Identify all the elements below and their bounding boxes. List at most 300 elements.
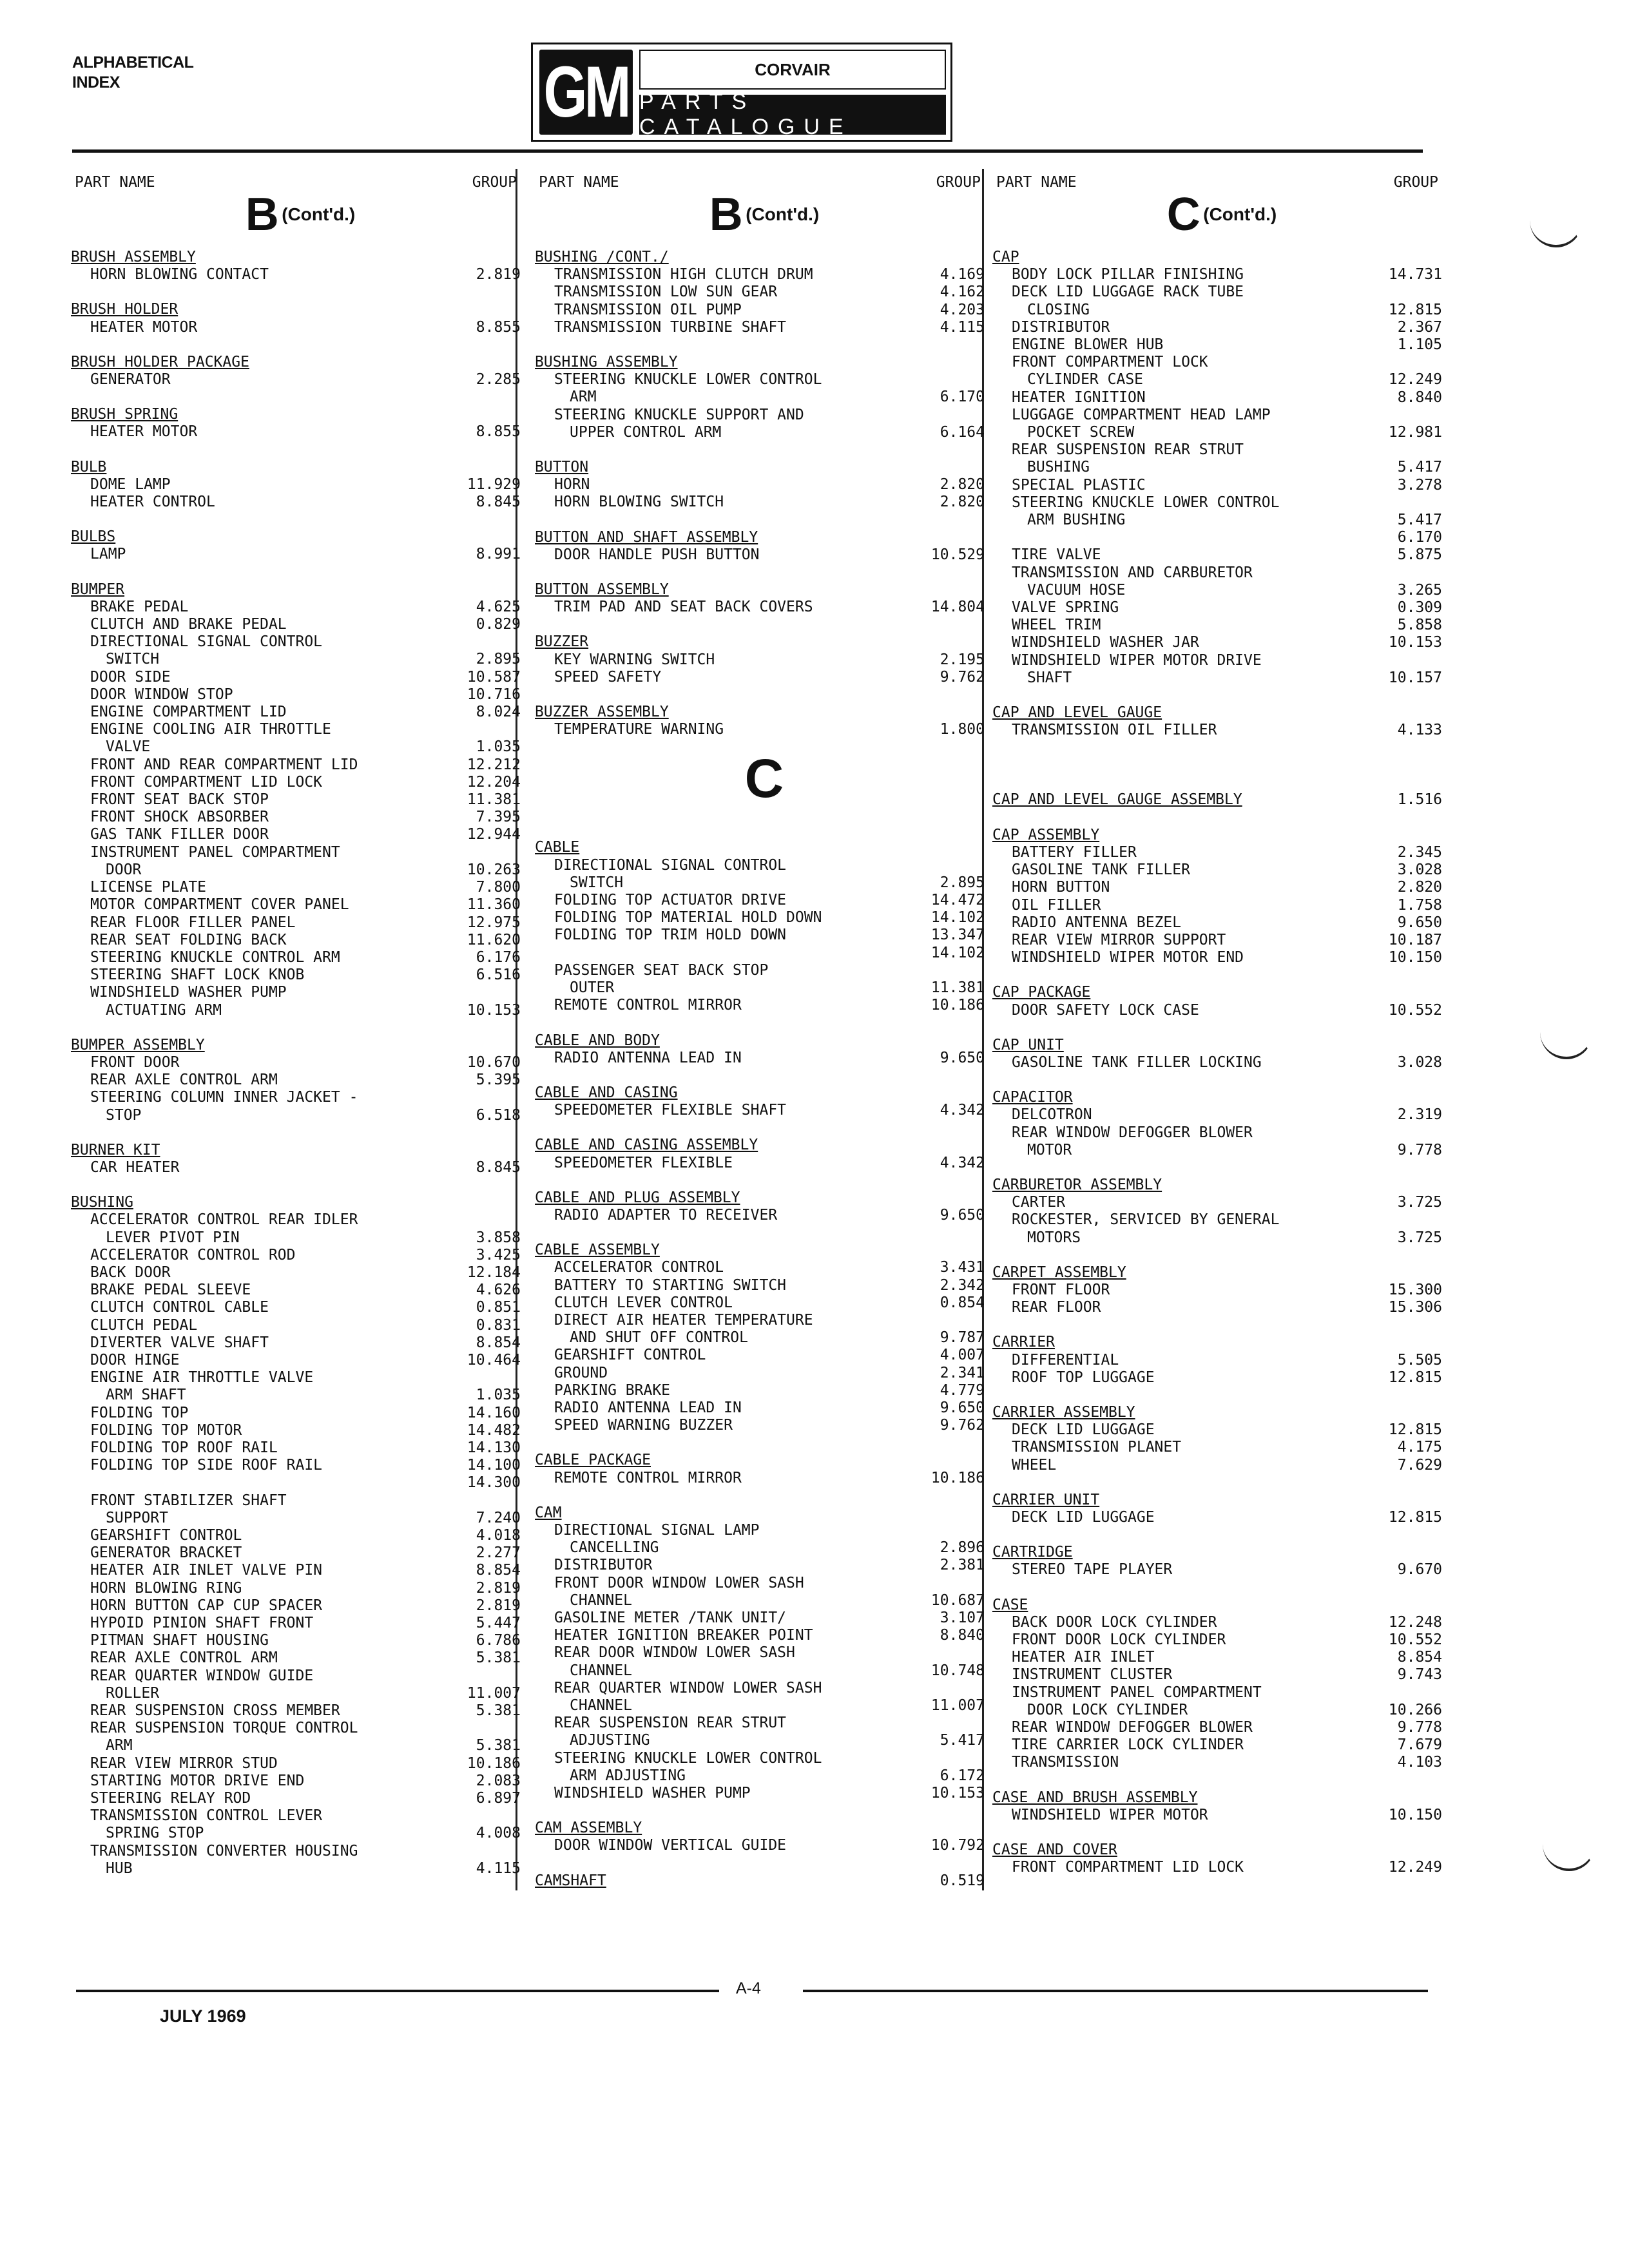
part-name: CARRIER — [992, 1334, 1055, 1351]
part-name: CABLE PACKAGE — [535, 1452, 651, 1469]
group-number: 9.762 — [940, 1417, 985, 1434]
index-sub-entry — [535, 476, 994, 494]
group-number: 2.819 — [476, 266, 521, 284]
index-sub-entry — [71, 1667, 530, 1685]
group-number: 7.800 — [476, 879, 521, 896]
index-heading-entry — [71, 1037, 530, 1054]
group-number: 8.845 — [476, 494, 521, 511]
group-number: 12.944 — [467, 826, 521, 843]
index-sub-entry — [71, 1299, 530, 1316]
part-name: REAR SEAT FOLDING BACK — [90, 931, 287, 948]
group-number: 4.779 — [940, 1381, 985, 1399]
index-heading-entry — [535, 633, 994, 651]
group-number — [521, 984, 530, 1001]
part-name: DOOR SIDE — [90, 668, 171, 686]
entry-spacer — [535, 1172, 994, 1189]
index-sub-entry — [535, 407, 994, 424]
index-sub-entry — [71, 686, 530, 704]
part-name-heading: PART NAME — [996, 174, 1077, 191]
index-sub-entry — [535, 1644, 994, 1662]
index-heading-entry — [992, 1334, 1451, 1351]
index-sub-entry — [992, 1859, 1451, 1876]
group-number — [1442, 827, 1451, 844]
part-name: CAM ASSEMBLY — [535, 1820, 642, 1837]
group-number: 7.629 — [1397, 1456, 1442, 1474]
group-number: 15.306 — [1388, 1299, 1442, 1316]
index-sub-entry — [71, 1702, 530, 1720]
group-number — [521, 459, 530, 476]
index-sub-entry — [992, 336, 1451, 354]
entry-spacer — [535, 1119, 994, 1137]
part-name: SWITCH — [570, 874, 624, 891]
index-sub-entry — [71, 1544, 530, 1562]
index-sub-entry — [535, 1522, 994, 1539]
group-number: 1.800 — [940, 721, 985, 738]
group-number — [521, 1037, 530, 1054]
part-name: BURNER KIT — [71, 1141, 160, 1158]
index-sub-entry — [992, 266, 1451, 284]
index-heading-entry — [535, 704, 994, 721]
index-sub-entry — [71, 1264, 530, 1282]
index-sub-entry — [992, 897, 1451, 914]
index-continuation-line — [71, 1737, 530, 1754]
index-sub-entry — [535, 1382, 994, 1399]
part-name: DISTRIBUTOR — [1012, 318, 1110, 336]
index-sub-entry — [535, 1277, 994, 1294]
part-name: INSTRUMENT CLUSTER — [1012, 1666, 1173, 1684]
group-number: 9.650 — [940, 1049, 985, 1066]
index-sub-entry — [992, 617, 1451, 634]
part-name: REAR VIEW MIRROR SUPPORT — [1012, 931, 1226, 948]
part-name: REMOTE CONTROL MIRROR — [554, 1469, 742, 1486]
group-number — [1442, 1089, 1451, 1106]
part-name: BATTERY FILLER — [1012, 843, 1137, 861]
part-name: DOOR WINDOW STOP — [90, 686, 233, 703]
index-heading-entry — [71, 406, 530, 423]
part-name: HEATER MOTOR — [90, 318, 198, 336]
group-number — [521, 1089, 530, 1106]
index-heading-entry — [992, 1264, 1451, 1282]
group-number: 9.650 — [940, 1399, 985, 1416]
part-name-heading: PART NAME — [539, 174, 619, 191]
part-name: FOLDING TOP TRIM HOLD DOWN — [554, 927, 787, 944]
part-name: MOTOR — [1027, 1141, 1072, 1158]
index-sub-entry — [71, 1474, 530, 1492]
group-number: 4.203 — [940, 301, 985, 318]
section-letter — [71, 188, 530, 241]
part-name: HORN BLOWING CONTACT — [90, 266, 269, 284]
index-heading-entry — [535, 1452, 994, 1469]
group-number: 12.815 — [1388, 1369, 1442, 1386]
index-sub-entry — [992, 1211, 1451, 1229]
index-sub-entry — [71, 1597, 530, 1615]
index-sub-entry — [992, 1421, 1451, 1439]
group-number: 2.195 — [940, 651, 985, 668]
group-number: 6.172 — [940, 1767, 985, 1784]
entry-spacer — [535, 1855, 994, 1872]
part-name: WINDSHIELD WASHER JAR — [1012, 634, 1199, 651]
part-name: CHANNEL — [570, 1591, 632, 1609]
part-name: BRUSH ASSEMBLY — [71, 249, 196, 265]
group-number: 3.028 — [1397, 861, 1442, 879]
part-name: ARM SHAFT — [106, 1387, 186, 1404]
group-number: 6.170 — [1397, 529, 1442, 546]
part-name: BUSHING ASSEMBLY — [535, 354, 678, 371]
entry-spacer — [992, 739, 1451, 756]
page-number: A-4 — [736, 1979, 761, 1997]
index-sub-entry — [535, 927, 994, 944]
group-number: 4.008 — [476, 1825, 521, 1842]
index-sub-entry — [535, 284, 994, 301]
entry-spacer — [992, 809, 1451, 827]
part-name: WHEEL — [1012, 1456, 1057, 1474]
group-number: 8.024 — [476, 704, 521, 721]
index-sub-entry — [992, 1666, 1451, 1684]
part-name: BRUSH HOLDER PACKAGE — [71, 353, 249, 370]
part-name: GENERATOR BRACKET — [90, 1544, 242, 1562]
part-name: STOP — [106, 1106, 142, 1124]
part-name: CLOSING — [1027, 301, 1090, 318]
group-number — [1442, 1492, 1451, 1509]
index-sub-entry — [535, 1294, 994, 1312]
entry-spacer — [535, 1802, 994, 1820]
part-name — [535, 945, 554, 962]
group-heading: GROUP — [936, 174, 981, 191]
part-name: BUZZER ASSEMBLY — [535, 704, 669, 721]
part-name — [71, 1474, 90, 1492]
part-name: HUB — [106, 1860, 133, 1877]
entry-spacer — [71, 1124, 530, 1142]
part-name: BRUSH SPRING — [71, 406, 178, 423]
group-number: 12.815 — [1388, 1421, 1442, 1439]
part-name: VALVE — [106, 738, 151, 756]
group-heading: GROUP — [1393, 174, 1438, 191]
index-heading-entry — [71, 581, 530, 599]
index-sub-entry — [992, 634, 1451, 651]
part-name: HORN BLOWING RING — [90, 1579, 242, 1597]
group-number: 10.464 — [467, 1351, 521, 1369]
index-sub-entry — [992, 1561, 1451, 1579]
part-name: VALVE SPRING — [1012, 599, 1119, 617]
group-number — [521, 1194, 530, 1211]
part-name: TRANSMISSION AND CARBURETOR — [1012, 564, 1253, 581]
header-rule — [72, 149, 1423, 153]
column-header — [992, 173, 1451, 249]
index-sub-entry — [71, 633, 530, 651]
group-number — [521, 581, 530, 599]
index-sub-entry — [71, 1422, 530, 1439]
gm-logo — [539, 50, 633, 135]
part-name: STEERING KNUCKLE LOWER CONTROL — [1012, 494, 1280, 511]
section-letter-note: (Cont'd.) — [282, 204, 356, 224]
group-number — [521, 1211, 530, 1229]
part-name: AND SHUT OFF CONTROL — [570, 1329, 748, 1347]
group-number: 9.778 — [1397, 1141, 1442, 1158]
group-number: 8.855 — [476, 318, 521, 336]
index-sub-entry — [535, 1347, 994, 1364]
part-name: ACCELERATOR CONTROL ROD — [90, 1246, 296, 1264]
index-sub-entry — [71, 1457, 530, 1474]
group-number: 12.981 — [1388, 424, 1442, 441]
group-number: 2.820 — [1397, 879, 1442, 896]
group-number: 14.102 — [930, 944, 985, 961]
part-name: RADIO ADAPTER TO RECEIVER — [554, 1206, 778, 1224]
group-number: 10.186 — [930, 1469, 985, 1486]
part-name: LUGGAGE COMPARTMENT HEAD LAMP — [1012, 406, 1271, 423]
group-number: 10.150 — [1388, 1806, 1442, 1823]
group-number: 3.278 — [1397, 476, 1442, 494]
index-sub-entry — [71, 423, 530, 441]
group-number — [1442, 441, 1451, 459]
index-sub-entry — [535, 1470, 994, 1487]
group-number: 9.787 — [940, 1329, 985, 1347]
index-heading-entry — [992, 1404, 1451, 1421]
part-name: CASE AND BRUSH ASSEMBLY — [992, 1789, 1198, 1806]
part-name: STEERING RELAY ROD — [90, 1790, 251, 1807]
index-sub-entry — [71, 1439, 530, 1457]
group-number: 11.929 — [467, 476, 521, 493]
part-name: DECK LID LUGGAGE — [1012, 1421, 1155, 1439]
group-number: 5.875 — [1397, 546, 1442, 564]
index-heading-entry — [992, 1841, 1451, 1859]
part-name: CABLE AND CASING — [535, 1084, 678, 1101]
entry-spacer — [535, 1434, 994, 1452]
part-name: FRONT COMPARTMENT LID LOCK — [1012, 1859, 1244, 1876]
group-number: 0.831 — [476, 1316, 521, 1334]
index-sub-entry — [535, 962, 994, 979]
index-sub-entry — [535, 945, 994, 962]
entry-spacer — [992, 687, 1451, 704]
part-name: BUZZER — [535, 633, 589, 651]
part-name: TRANSMISSION CONVERTER HOUSING — [90, 1842, 358, 1860]
part-name: TIRE VALVE — [1012, 546, 1101, 564]
part-name: BUSHING — [1027, 459, 1090, 476]
part-name: TRANSMISSION CONTROL LEVER — [90, 1807, 323, 1825]
group-number: 10.552 — [1388, 1001, 1442, 1019]
entry-spacer — [992, 1072, 1451, 1089]
group-number — [521, 1843, 530, 1860]
index-sub-entry — [992, 1106, 1451, 1124]
part-name: CAP PACKAGE — [992, 984, 1091, 1001]
index-heading-entry — [992, 1492, 1451, 1509]
index-sub-entry — [71, 546, 530, 563]
index-sub-entry — [71, 599, 530, 616]
index-continuation-line — [535, 874, 994, 892]
index-continuation-line — [71, 1387, 530, 1404]
group-number: 12.184 — [467, 1264, 521, 1281]
index-sub-entry — [535, 1610, 994, 1627]
index-sub-entry — [992, 861, 1451, 879]
index-sub-entry — [992, 319, 1451, 336]
group-number — [1442, 407, 1451, 424]
index-sub-entry — [71, 1054, 530, 1072]
part-name: CYLINDER CASE — [1027, 371, 1144, 389]
part-name: FOLDING TOP ACTUATOR DRIVE — [554, 892, 787, 909]
index-continuation-line — [992, 669, 1451, 687]
group-number: 9.650 — [940, 1206, 985, 1224]
part-name: FRONT DOOR — [90, 1053, 180, 1071]
group-number: 1.516 — [1397, 791, 1442, 809]
index-sub-entry — [71, 1352, 530, 1369]
group-number: 9.650 — [1397, 914, 1442, 931]
part-name: BATTERY TO STARTING SWITCH — [554, 1276, 787, 1294]
group-number: 4.007 — [940, 1347, 985, 1364]
part-name: PASSENGER SEAT BACK STOP — [554, 961, 769, 979]
index-continuation-line — [992, 424, 1451, 441]
index-sub-entry — [71, 1615, 530, 1632]
index-label — [72, 53, 193, 93]
part-name: TRANSMISSION OIL PUMP — [554, 301, 742, 318]
index-sub-entry — [71, 704, 530, 721]
group-number: 2.319 — [1397, 1106, 1442, 1124]
entry-spacer — [71, 1177, 530, 1194]
index-continuation-line — [535, 1592, 994, 1610]
index-column-2 — [535, 173, 994, 1890]
index-heading-entry — [535, 1189, 994, 1207]
part-name: STARTING MOTOR DRIVE END — [90, 1772, 305, 1789]
group-number: 11.620 — [467, 931, 521, 948]
part-name: SHAFT — [1027, 669, 1072, 686]
index-sub-entry — [992, 1282, 1451, 1299]
part-name: BUMPER — [71, 581, 125, 598]
part-name: TRIM PAD AND SEAT BACK COVERS — [554, 599, 813, 616]
group-number: 0.829 — [476, 616, 521, 633]
part-name: REAR SUSPENSION REAR STRUT — [1012, 441, 1244, 459]
group-number: 3.725 — [1397, 1229, 1442, 1246]
group-number: 1.758 — [1397, 896, 1442, 914]
part-name: DECK LID LUGGAGE RACK TUBE — [1012, 284, 1244, 301]
part-name: HORN BUTTON — [1012, 879, 1110, 896]
index-sub-entry — [71, 1807, 530, 1825]
group-number: 14.300 — [467, 1474, 521, 1492]
index-continuation-line — [71, 651, 530, 668]
index-sub-entry — [992, 354, 1451, 371]
group-number: 1.035 — [476, 1387, 521, 1404]
group-number: 11.381 — [467, 791, 521, 809]
part-name: CLUTCH CONTROL CABLE — [90, 1299, 269, 1316]
index-sub-entry — [535, 1785, 994, 1802]
part-name: ARM BUSHING — [1027, 512, 1126, 529]
entry-spacer — [535, 1067, 994, 1084]
index-sub-entry — [535, 302, 994, 319]
group-number: 12.204 — [467, 773, 521, 791]
part-name: CLUTCH PEDAL — [90, 1316, 198, 1334]
part-name: TRANSMISSION TURBINE SHAFT — [554, 318, 787, 336]
index-sub-entry — [992, 932, 1451, 949]
part-name: CAM — [535, 1504, 562, 1521]
index-sub-entry — [71, 844, 530, 861]
part-name: MOTOR COMPARTMENT COVER PANEL — [90, 896, 349, 914]
group-number: 7.679 — [1397, 1736, 1442, 1754]
index-sub-entry — [71, 1632, 530, 1649]
part-name: FOLDING TOP — [90, 1404, 189, 1421]
group-number: 0.519 — [940, 1872, 985, 1889]
group-number: 9.762 — [940, 668, 985, 686]
group-number — [1442, 284, 1451, 301]
group-number — [1442, 704, 1451, 722]
index-sub-entry — [71, 879, 530, 896]
index-continuation-line — [71, 1229, 530, 1247]
part-name: DIRECTIONAL SIGNAL CONTROL — [554, 856, 787, 874]
entry-spacer — [535, 1224, 994, 1242]
group-number: 12.815 — [1388, 301, 1442, 318]
index-sub-entry — [71, 1580, 530, 1597]
group-number: 9.778 — [1397, 1719, 1442, 1736]
part-name: CARBURETOR ASSEMBLY — [992, 1176, 1162, 1193]
index-continuation-line — [71, 1510, 530, 1527]
group-number: 9.670 — [1397, 1561, 1442, 1579]
group-number — [1442, 354, 1451, 371]
index-continuation-line — [992, 459, 1451, 476]
index-sub-entry — [71, 1843, 530, 1860]
index-continuation-line — [992, 582, 1451, 599]
part-name: CASE AND COVER — [992, 1841, 1117, 1859]
index-continuation-line — [71, 1860, 530, 1878]
part-name: RADIO ANTENNA BEZEL — [1012, 914, 1182, 931]
part-name: HORN — [554, 476, 590, 494]
section-letter-note: (Cont'd.) — [1203, 204, 1277, 224]
index-sub-entry — [992, 1614, 1451, 1631]
group-number — [521, 528, 530, 546]
part-name: SPEEDOMETER FLEXIBLE SHAFT — [554, 1102, 787, 1119]
index-sub-entry — [535, 892, 994, 909]
part-name: DOOR HANDLE PUSH BUTTON — [554, 546, 760, 563]
index-sub-entry — [71, 1317, 530, 1334]
group-number: 11.007 — [930, 1697, 985, 1714]
part-name: FOLDING TOP SIDE ROOF RAIL — [90, 1457, 323, 1474]
group-number: 4.115 — [940, 318, 985, 336]
index-continuation-line — [71, 1107, 530, 1124]
footer-rule-left — [76, 1990, 719, 1992]
part-name: CAMSHAFT — [535, 1872, 606, 1889]
index-label-line2: INDEX — [72, 73, 120, 91]
catalogue-title: CORVAIR — [639, 50, 946, 90]
index-sub-entry — [71, 476, 530, 494]
part-name: BUSHING /CONT./ — [535, 249, 669, 265]
part-name: TIRE CARRIER LOCK CYLINDER — [1012, 1736, 1244, 1754]
entry-spacer — [992, 1316, 1451, 1334]
index-sub-entry — [535, 1312, 994, 1329]
index-sub-entry — [535, 1837, 994, 1854]
part-name: REAR VIEW MIRROR STUD — [90, 1754, 278, 1772]
index-sub-entry — [992, 652, 1451, 669]
part-name: CARRIER ASSEMBLY — [992, 1403, 1135, 1421]
part-name: BULBS — [71, 528, 116, 546]
part-name: GASOLINE METER /TANK UNIT/ — [554, 1609, 787, 1626]
group-number: 5.417 — [940, 1732, 985, 1749]
part-name: CAP AND LEVEL GAUGE ASSEMBLY — [992, 791, 1242, 809]
group-number: 6.786 — [476, 1632, 521, 1649]
entry-spacer — [535, 336, 994, 354]
index-sub-entry — [71, 1089, 530, 1106]
entry-spacer — [535, 441, 994, 459]
index-continuation-line — [992, 1229, 1451, 1247]
index-sub-entry — [71, 949, 530, 966]
group-number — [521, 1369, 530, 1387]
entry-spacer — [992, 1824, 1451, 1841]
index-heading-entry — [535, 529, 994, 546]
group-number — [1442, 249, 1451, 266]
part-name: HEATER AIR INLET VALVE PIN — [90, 1562, 323, 1579]
part-name: WINDSHIELD WASHER PUMP — [90, 984, 287, 1001]
index-sub-entry — [535, 1750, 994, 1767]
index-continuation-line — [535, 1697, 994, 1715]
group-number: 10.153 — [467, 1001, 521, 1019]
group-number — [521, 844, 530, 861]
index-sub-entry — [71, 896, 530, 914]
group-number — [1442, 1841, 1451, 1859]
part-name: ROCKESTER, SERVICED BY GENERAL — [1012, 1211, 1280, 1229]
